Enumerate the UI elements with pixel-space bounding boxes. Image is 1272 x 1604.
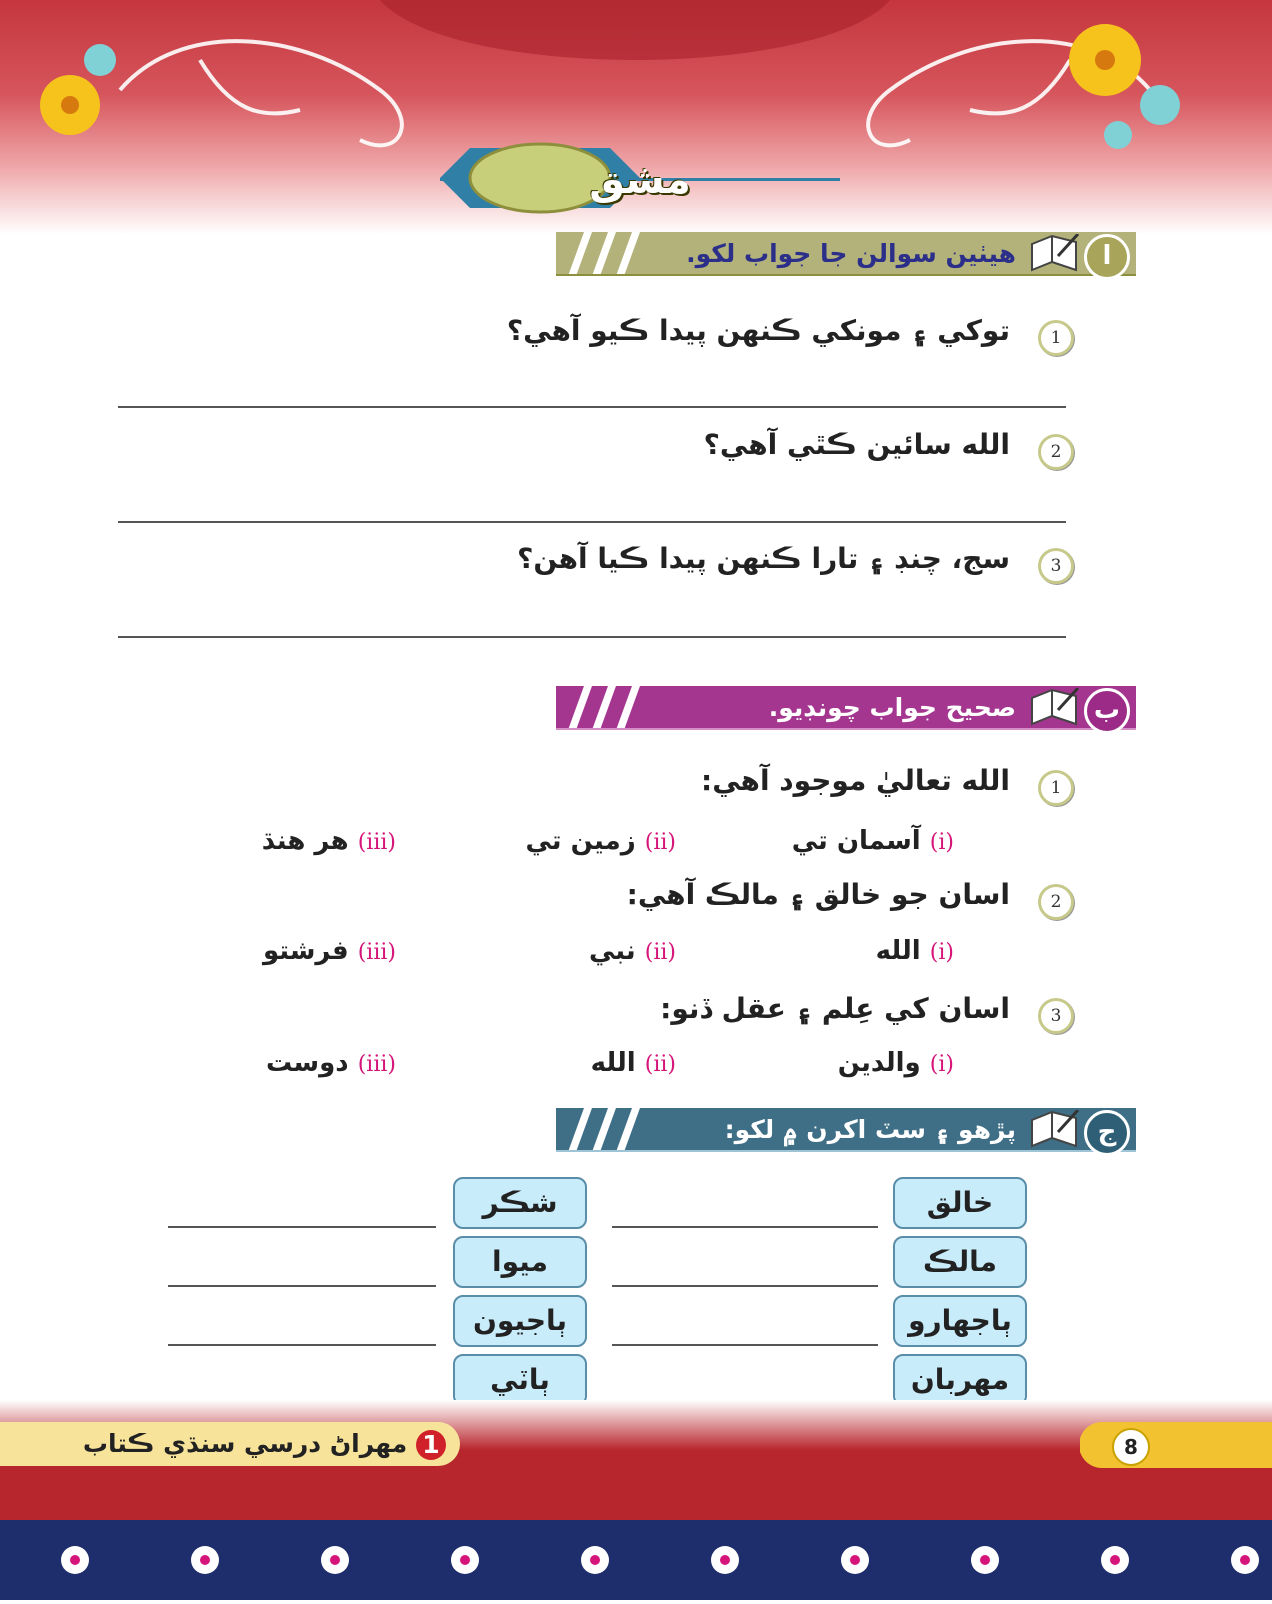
section-label: ب <box>1084 688 1130 734</box>
question-number: 2 <box>1038 434 1074 470</box>
option-2[interactable]: (ii) زمين تي <box>525 826 676 856</box>
answer-line[interactable] <box>118 636 1066 638</box>
word-box: ميوا <box>453 1236 587 1288</box>
book-pen-icon <box>1028 234 1080 276</box>
section-a-header <box>556 228 1136 282</box>
question-text: اسان کي عِلم ۽ عقل ڏنو: <box>660 992 1010 1025</box>
writing-line[interactable] <box>612 1226 878 1228</box>
option-1[interactable]: (i) والدين <box>837 1048 954 1078</box>
option-3[interactable]: (iii) هر هنڌ <box>261 826 396 856</box>
section-instruction: هيٺين سوالن جا جواب لکو. <box>686 239 1016 268</box>
book-title <box>0 1422 460 1466</box>
page-header <box>0 0 1272 235</box>
word-box: مهربان <box>893 1354 1027 1406</box>
question-text: توکي ۽ مونکي ڪنهن پيدا ڪيو آهي؟ <box>506 314 1010 347</box>
option-3[interactable]: (iii) فرشتو <box>262 936 396 966</box>
writing-line[interactable] <box>168 1226 436 1228</box>
option-1[interactable]: (i) الله <box>875 936 954 966</box>
answer-line[interactable] <box>118 406 1066 408</box>
section-c-header <box>556 1104 1136 1158</box>
word-box: خالق <box>893 1177 1027 1229</box>
writing-line[interactable] <box>168 1285 436 1287</box>
word-box: ٻاجيون <box>453 1295 587 1347</box>
page-number: 8 <box>1112 1428 1150 1466</box>
word-box: ٻاٽي <box>453 1354 587 1406</box>
answer-line[interactable] <box>118 521 1066 523</box>
writing-line[interactable] <box>168 1344 436 1346</box>
book-pen-icon <box>1028 1110 1080 1152</box>
question-number: 2 <box>1038 884 1074 920</box>
option-1[interactable]: (i) آسمان تي <box>791 826 954 856</box>
book-title-text: مهراڻ درسي سنڌي ڪتاب <box>82 1429 408 1458</box>
writing-line[interactable] <box>612 1285 878 1287</box>
book-pen-icon <box>1028 688 1080 730</box>
question-text: اسان جو خالق ۽ مالڪ آهي: <box>626 878 1010 911</box>
question-number: 1 <box>1038 770 1074 806</box>
section-b-header <box>556 682 1136 736</box>
section-instruction: صحيح جواب چونڊيو. <box>768 693 1016 722</box>
word-box: مالڪ <box>893 1236 1027 1288</box>
book-number: 1 <box>416 1430 446 1460</box>
question-number: 1 <box>1038 320 1074 356</box>
question-text: سج، چنڊ ۽ تارا ڪنهن پيدا ڪيا آهن؟ <box>517 542 1010 575</box>
page-number-banner <box>1080 1422 1272 1468</box>
section-label: ا <box>1084 234 1130 280</box>
question-number: 3 <box>1038 548 1074 584</box>
writing-line[interactable] <box>612 1344 878 1346</box>
section-label: ج <box>1084 1110 1130 1156</box>
section-instruction: پڙهو ۽ سٽ اکرن ۾ لکو: <box>724 1115 1016 1144</box>
title-banner <box>440 140 840 220</box>
question-text: الله سائين ڪٿي آهي؟ <box>703 428 1010 461</box>
word-box: ٻاجهارو <box>893 1295 1027 1347</box>
option-2[interactable]: (ii) نبي <box>588 936 676 966</box>
option-3[interactable]: (iii) دوست <box>266 1048 396 1078</box>
option-2[interactable]: (ii) الله <box>590 1048 676 1078</box>
word-box: شڪر <box>453 1177 587 1229</box>
page-title: مشق <box>589 157 691 203</box>
question-number: 3 <box>1038 998 1074 1034</box>
question-text: الله تعاليٰ موجود آهي: <box>701 764 1010 797</box>
